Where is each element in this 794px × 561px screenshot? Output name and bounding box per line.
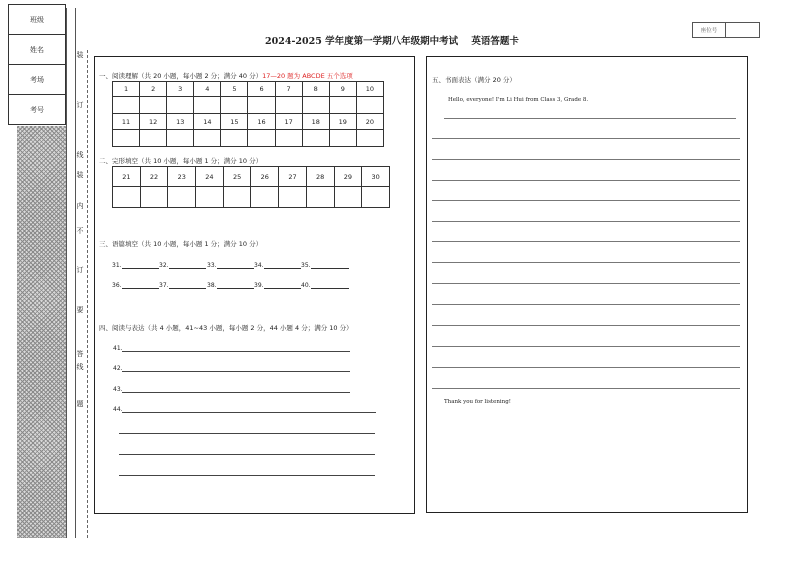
writing-line[interactable]	[432, 283, 740, 284]
writing-opening: Hello, everyone! I'm Li Hui from Class 3, Grade 8.	[448, 97, 589, 103]
page-title: 2024-2025 学年度第一学期八年级期中考试 英语答题卡	[265, 36, 519, 47]
q-number: 16	[248, 114, 275, 130]
q-number: 25	[223, 167, 251, 187]
q-number: 5	[221, 82, 248, 97]
answer-cell[interactable]	[167, 97, 194, 114]
section1-note: 17—20 题为 ABCDE 五个选项	[262, 72, 353, 80]
seal-char: 线	[76, 363, 84, 371]
seat-number-box	[692, 22, 760, 38]
seal-char: 订	[76, 266, 84, 274]
answer-cell[interactable]	[167, 130, 194, 147]
cloze-answer-grid	[112, 166, 390, 208]
answer-cell[interactable]	[356, 97, 383, 114]
q-number: 27	[279, 167, 307, 187]
q-number: 14	[194, 114, 221, 130]
writing-line[interactable]	[432, 346, 740, 347]
seal-char: 内	[76, 202, 84, 210]
writing-line[interactable]	[432, 304, 740, 305]
writing-line[interactable]	[432, 221, 740, 222]
answer-cell[interactable]	[194, 130, 221, 147]
q-number: 18	[302, 114, 329, 130]
exam-number-field[interactable]: 考号	[30, 106, 44, 114]
answer-44-line[interactable]	[119, 433, 375, 434]
writing-closing: Thank you for listening!	[444, 399, 511, 405]
blank-number: 34.	[254, 262, 264, 269]
answer-43-label: 43.	[113, 386, 123, 393]
answer-cell[interactable]	[223, 187, 251, 208]
q-number: 2	[140, 82, 167, 97]
blank-35[interactable]	[301, 262, 349, 269]
seal-char: 装	[76, 171, 84, 179]
writing-line[interactable]	[444, 118, 736, 119]
answer-41-line[interactable]	[122, 351, 350, 352]
writing-line[interactable]	[432, 180, 740, 181]
seal-char: 不	[76, 227, 84, 235]
section2-heading: 二、完形填空（共 10 小题，每小题 1 分；满分 10 分）	[99, 157, 263, 165]
answer-cell[interactable]	[196, 187, 224, 208]
answer-cell[interactable]	[140, 97, 167, 114]
writing-line[interactable]	[432, 325, 740, 326]
answer-cell[interactable]	[306, 187, 334, 208]
seal-char: 线	[76, 151, 84, 159]
answer-cell[interactable]	[329, 97, 356, 114]
q-number: 12	[140, 114, 167, 130]
answer-cell[interactable]	[140, 130, 167, 147]
q-number: 13	[167, 114, 194, 130]
hatched-margin	[17, 126, 66, 538]
answer-cell[interactable]	[302, 97, 329, 114]
blank-31[interactable]	[112, 262, 159, 269]
section5-heading: 五、书面表达（满分 20 分）	[432, 76, 516, 84]
q-number: 24	[196, 167, 224, 187]
answer-cell[interactable]	[194, 97, 221, 114]
q-number: 15	[221, 114, 248, 130]
answer-42-line[interactable]	[122, 371, 350, 372]
reading-answer-grid	[112, 81, 384, 147]
answer-44-line[interactable]	[119, 454, 375, 455]
q-number: 8	[302, 82, 329, 97]
answer-cell[interactable]	[356, 130, 383, 147]
q-number: 29	[334, 167, 362, 187]
answer-43-line[interactable]	[122, 392, 350, 393]
q-number: 22	[140, 167, 168, 187]
answer-cell[interactable]	[113, 97, 140, 114]
q-number: 6	[248, 82, 275, 97]
section3-heading: 三、语篇填空（共 10 小题，每小题 1 分；满分 10 分）	[99, 240, 263, 248]
q-number: 1	[113, 82, 140, 97]
blank-37[interactable]	[159, 282, 206, 289]
blank-number: 32.	[159, 262, 169, 269]
answer-cell[interactable]	[113, 130, 140, 147]
answer-cell[interactable]	[113, 187, 141, 208]
section1-heading	[99, 71, 353, 80]
q-number: 3	[167, 82, 194, 97]
writing-line[interactable]	[432, 138, 740, 139]
seal-char: 答	[76, 350, 84, 358]
answer-44-label: 44.	[113, 406, 123, 413]
answer-cell[interactable]	[221, 97, 248, 114]
blank-39[interactable]	[254, 282, 301, 289]
answer-cell[interactable]	[302, 130, 329, 147]
dashed-seal-line	[87, 50, 88, 538]
seal-char: 订	[76, 101, 84, 109]
answer-cell[interactable]	[362, 187, 390, 208]
q-number: 7	[275, 82, 302, 97]
blank-number: 40.	[301, 282, 311, 289]
blank-40[interactable]	[301, 282, 349, 289]
right-answer-panel	[426, 56, 748, 513]
q-number: 26	[251, 167, 279, 187]
blank-38[interactable]	[207, 282, 254, 289]
writing-line[interactable]	[432, 262, 740, 263]
q-number: 9	[329, 82, 356, 97]
section1-title: 一、阅读理解（共 20 小题，每小题 2 分；满分 40 分）	[99, 72, 263, 80]
blank-34[interactable]	[254, 262, 301, 269]
blank-number: 37.	[159, 282, 169, 289]
writing-line[interactable]	[432, 241, 740, 242]
blank-33[interactable]	[207, 262, 254, 269]
answer-cell[interactable]	[275, 130, 302, 147]
name-field[interactable]: 姓名	[9, 35, 65, 65]
answer-cell[interactable]	[140, 187, 168, 208]
student-info-box	[8, 4, 66, 125]
writing-line[interactable]	[432, 159, 740, 160]
answer-cell[interactable]	[221, 130, 248, 147]
class-field[interactable]: 班级	[9, 5, 65, 35]
answer-42-label: 42.	[113, 365, 123, 372]
answer-cell[interactable]	[251, 187, 279, 208]
q-number: 19	[329, 114, 356, 130]
blank-number: 36.	[112, 282, 122, 289]
seal-char: 题	[76, 400, 84, 408]
answer-cell[interactable]	[275, 97, 302, 114]
writing-line[interactable]	[432, 367, 740, 368]
exam-room-field[interactable]: 考场	[9, 65, 65, 95]
seal-char: 要	[76, 306, 84, 314]
answer-cell[interactable]	[248, 97, 275, 114]
seat-number-input[interactable]	[726, 23, 759, 37]
answer-41-label: 41.	[113, 345, 123, 352]
answer-cell[interactable]	[168, 187, 196, 208]
q-number: 28	[306, 167, 334, 187]
q-number: 21	[113, 167, 141, 187]
section4-heading: 四、阅读与表达（共 4 小题，41~43 小题，每小题 2 分，44 小题 4 分；满分 10 分）	[99, 324, 353, 332]
blank-number: 38.	[207, 282, 217, 289]
blank-number: 39.	[254, 282, 264, 289]
q-number: 20	[356, 114, 383, 130]
blank-number: 35.	[301, 262, 311, 269]
blank-32[interactable]	[159, 262, 206, 269]
q-number: 10	[356, 82, 383, 97]
writing-line[interactable]	[432, 388, 740, 389]
blank-number: 33.	[207, 262, 217, 269]
answer-cell[interactable]	[329, 130, 356, 147]
blank-number: 31.	[112, 262, 122, 269]
answer-cell[interactable]	[334, 187, 362, 208]
blank-36[interactable]	[112, 282, 159, 289]
answer-cell[interactable]	[279, 187, 307, 208]
answer-44-line[interactable]	[122, 412, 376, 413]
q-number: 23	[168, 167, 196, 187]
q-number: 4	[194, 82, 221, 97]
seal-char: 装	[76, 51, 84, 59]
answer-cell[interactable]	[248, 130, 275, 147]
q-number: 11	[113, 114, 140, 130]
writing-line[interactable]	[432, 200, 740, 201]
answer-44-line[interactable]	[119, 475, 375, 476]
seat-number-label: 座位号	[693, 23, 726, 37]
q-number: 30	[362, 167, 390, 187]
q-number: 17	[275, 114, 302, 130]
